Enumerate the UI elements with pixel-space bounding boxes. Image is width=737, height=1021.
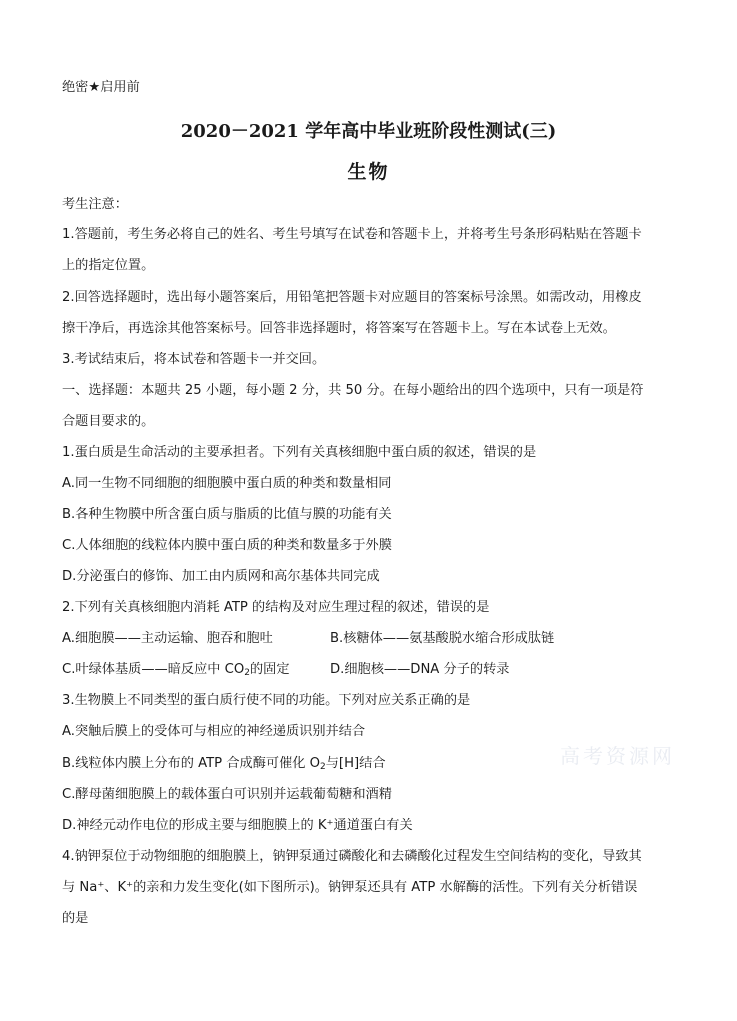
question-1-stem: 1.蛋白质是生命活动的主要承担者。下列有关真核细胞中蛋白质的叙述，错误的是 bbox=[62, 445, 537, 460]
question-2-option-b: B.核糖体——氨基酸脱水缩合形成肽链 bbox=[330, 631, 555, 646]
note-2-line-2: 擦干净后，再选涂其他答案标号。回答非选择题时，将答案写在答题卡上。写在本试卷上无效。 bbox=[62, 321, 616, 336]
question-2-option-d: D.细胞核——DNA 分子的转录 bbox=[330, 662, 510, 677]
question-3-stem: 3.生物膜上不同类型的蛋白质行使不同的功能。下列对应关系正确的是 bbox=[62, 693, 471, 708]
question-3-option-a: A.突触后膜上的受体可与相应的神经递质识别并结合 bbox=[62, 724, 366, 739]
notes-heading: 考生注意： bbox=[62, 197, 128, 212]
question-3-option-d: D.神经元动作电位的形成主要与细胞膜上的 K⁺通道蛋白有关 bbox=[62, 818, 413, 833]
question-3-option-b: B.线粒体内膜上分布的 ATP 合成酶可催化 $O_2$与[H]结合 bbox=[62, 756, 386, 772]
question-4-stem-line-3: 的是 bbox=[62, 911, 89, 926]
question-1-option-c: C.人体细胞的线粒体内膜中蛋白质的种类和数量多于外膜 bbox=[62, 538, 392, 553]
subject-title: 生物 bbox=[347, 161, 390, 183]
note-2-line-1: 2.回答选择题时，选出每小题答案后，用铅笔把答题卡对应题目的答案标号涂黑。如需改动，用橡皮 bbox=[62, 290, 642, 305]
section-1-intro-line-1: 一、选择题：本题共 25 小题，每小题 2 分，共 50 分。在每小题给出的四个选项中，只有一项是符 bbox=[62, 383, 644, 398]
question-1-option-d: D.分泌蛋白的修饰、加工由内质网和高尔基体共同完成 bbox=[62, 569, 380, 584]
question-2-option-a: A.细胞膜——主动运输、胞吞和胞吐 bbox=[62, 631, 273, 646]
exam-title: 2020－2021 学年高中毕业班阶段性测试(三) bbox=[180, 121, 557, 142]
question-1-option-b: B.各种生物膜中所含蛋白质与脂质的比值与膜的功能有关 bbox=[62, 507, 392, 522]
note-3: 3.考试结束后，将本试卷和答题卡一并交回。 bbox=[62, 352, 326, 367]
question-2-options-row-1 bbox=[62, 630, 675, 648]
question-1-option-a: A.同一生物不同细胞的细胞膜中蛋白质的种类和数量相同 bbox=[62, 476, 392, 491]
question-2-option-c: C.叶绿体基质——暗反应中 $CO_2$的固定 bbox=[62, 662, 290, 678]
note-1-line-2: 上的指定位置。 bbox=[62, 258, 155, 273]
watermark: 高考资源网 bbox=[560, 744, 675, 768]
question-2-stem: 2.下列有关真核细胞内消耗 ATP 的结构及对应生理过程的叙述，错误的是 bbox=[62, 600, 490, 615]
question-4-stem-line-2: 与 Na⁺、K⁺的亲和力发生变化(如下图所示)。钠钾泵还具有 ATP 水解酶的活性。下列有关分析错误 bbox=[62, 880, 638, 895]
section-1-intro-line-2: 合题目要求的。 bbox=[62, 414, 155, 429]
secrecy-label: 绝密★启用前 bbox=[62, 80, 140, 95]
note-1-line-1: 1.答题前，考生务必将自己的姓名、考生号填写在试卷和答题卡上，并将考生号条形码粘贴在答题卡 bbox=[62, 227, 642, 242]
question-4-stem-line-1: 4.钠钾泵位于动物细胞的细胞膜上，钠钾泵通过磷酸化和去磷酸化过程发生空间结构的变化，导致其 bbox=[62, 849, 642, 864]
question-3-option-c: C.酵母菌细胞膜上的载体蛋白可识别并运载葡萄糖和酒精 bbox=[62, 787, 392, 802]
question-2-options-row-2 bbox=[62, 661, 675, 679]
